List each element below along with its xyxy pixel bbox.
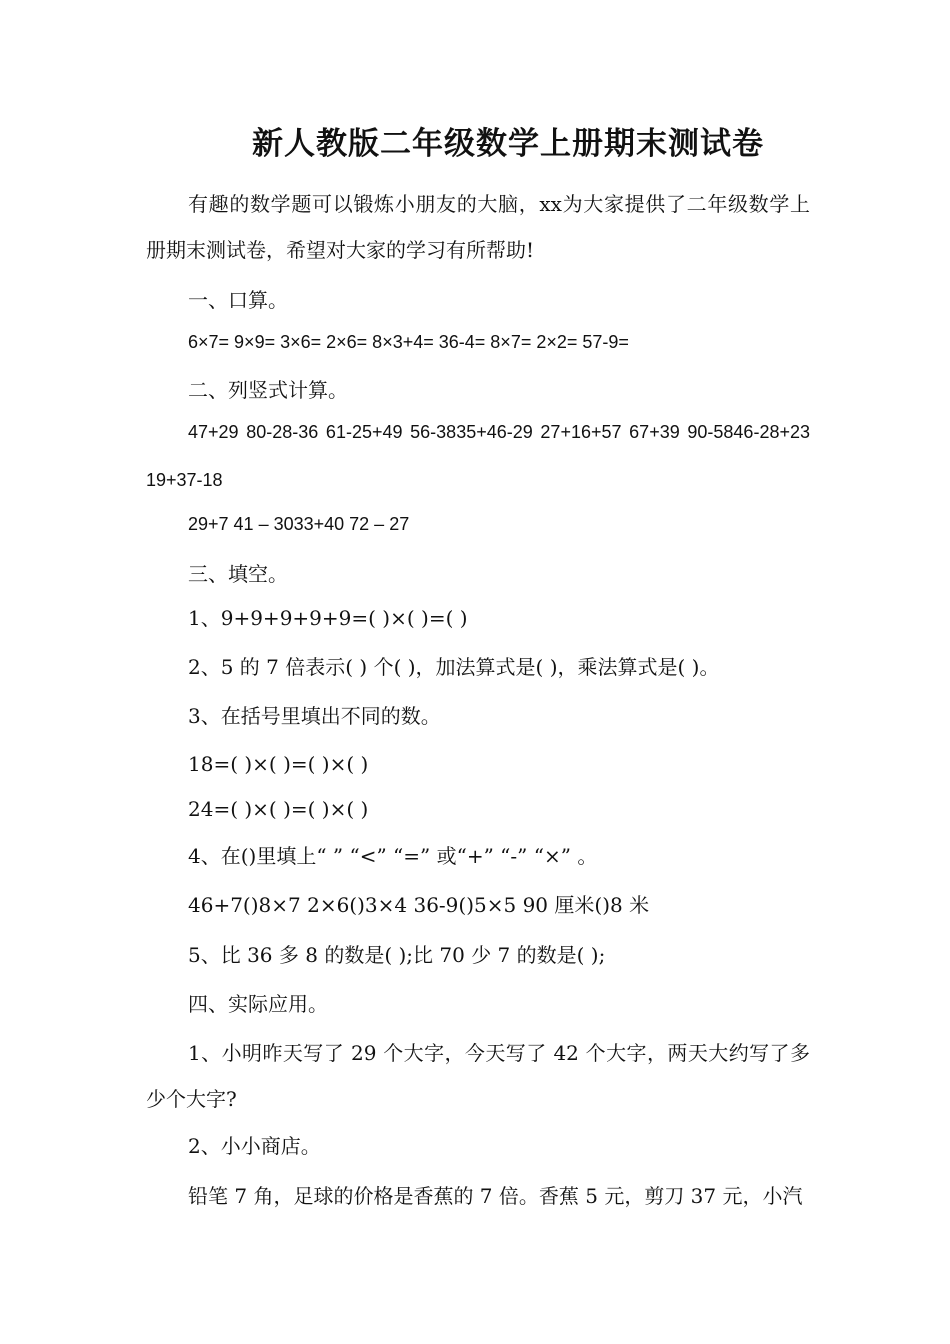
question-3-line-2: 24=( )×( )=( )×( ): [188, 797, 369, 821]
section-2-line-2: 29+7 41 – 3033+40 72 – 27: [188, 514, 410, 534]
document-title: 新人教版二年级数学上册期末测试卷: [252, 126, 764, 162]
section-1-items: 6×7= 9×9= 3×6= 2×6= 8×3+4= 36-4= 8×7= 2×2= 57-9=: [188, 332, 629, 352]
intro-paragraph: 有趣的数学题可以锻炼小朋友的大脑，xx为大家提供了二年级数学上册期末测试卷，希望对大家的学习有所帮助!: [146, 192, 810, 262]
question-5: 5、比 36 多 8 的数是( );比 70 少 7 的数是( );: [188, 943, 606, 967]
application-question-2: 2、小小商店。: [188, 1134, 321, 1158]
question-1: 1、9+9+9+9+9=( )×( )=( ): [188, 606, 468, 630]
section-2-heading: 二、列竖式计算。: [188, 378, 348, 402]
application-question-2-text: 铅笔 7 角，足球的价格是香蕉的 7 倍。香蕉 5 元，剪刀 37 元，小汽: [188, 1184, 803, 1208]
section-1-heading: 一、口算。: [188, 288, 288, 312]
question-2: 2、5 的 7 倍表示( ) 个( )，加法算式是( )，乘法算式是( )。: [188, 655, 720, 679]
section-3-heading: 三、填空。: [188, 562, 288, 586]
section-4-heading: 四、实际应用。: [188, 992, 328, 1016]
question-3-line-1: 18=( )×( )=( )×( ): [188, 752, 369, 776]
question-3: 3、在括号里填出不同的数。: [188, 704, 441, 728]
application-question-1: 1、小明昨天写了 29 个大字，今天写了 42 个大字，两天大约写了多少个大字?: [146, 1041, 810, 1111]
question-4-line: 46+7()8×7 2×6()3×4 36-9()5×5 90 厘米()8 米: [188, 893, 650, 917]
question-4: 4、在()里填上“ ” “<” “=” 或“+” “-” “×” 。: [188, 844, 598, 868]
section-2-line-1: 47+29 80-28-36 61-25+49 56-3835+46-29 27+16+57 67+39 90-5846-28+23 19+37-18: [146, 422, 810, 490]
